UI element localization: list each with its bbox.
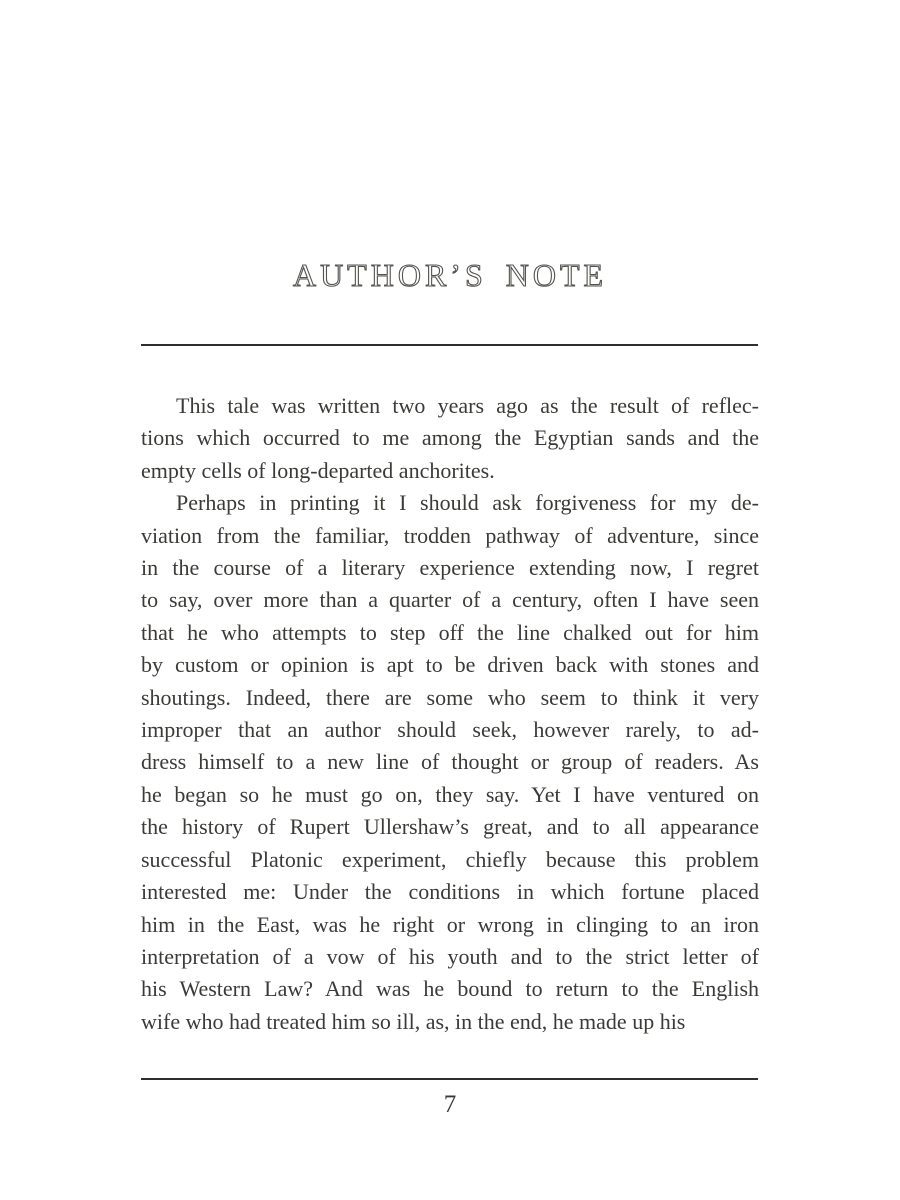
text-line: empty cells of long-departed anchorites. — [141, 457, 495, 483]
text-line: he began so he must go on, they say. Yet I have ventured on — [141, 781, 759, 807]
text-line: by custom or opinion is apt to be driven back with stones and — [141, 652, 759, 678]
text-line: wife who had treated him so ill, as, in the end, he made up his — [141, 1008, 686, 1034]
text-line: successful Platonic experiment, chiefly because this problem — [141, 846, 759, 872]
text-line: interested me: Under the conditions in which fortune placed — [141, 879, 759, 905]
text-line: the history of Rupert Ullershaw’s great, and to all appearance — [141, 814, 759, 840]
page-number: 7 — [443, 1091, 457, 1118]
top-rule — [141, 344, 758, 346]
text-line: Perhaps in printing it I should ask forgiveness for my de- — [176, 490, 759, 516]
text-line: interpretation of a vow of his youth and to the strict letter of — [141, 943, 759, 969]
text-line: in the course of a literary experience extending now, I regret — [141, 555, 759, 581]
body-text — [141, 390, 759, 1038]
text-line: him in the East, was he right or wrong in clinging to an iron — [141, 911, 759, 937]
text-line: This tale was written two years ago as the result of reflec- — [176, 393, 759, 418]
bottom-rule — [141, 1078, 758, 1080]
text-line: dress himself to a new line of thought or group of readers. As — [141, 749, 759, 775]
page-title: AUTHOR’S NOTE — [292, 257, 608, 293]
text-line: tions which occurred to me among the Egyptian sands and the — [141, 425, 759, 451]
text-line: improper that an author should seek, however rarely, to ad- — [141, 717, 759, 743]
text-line: to say, over more than a quarter of a century, often I have seen — [141, 587, 759, 613]
text-line: his Western Law? And was he bound to return to the English — [141, 976, 759, 1002]
text-line: that he who attempts to step off the line chalked out for him — [141, 619, 759, 645]
text-line: viation from the familiar, trodden pathway of adventure, since — [141, 522, 759, 548]
text-line: shoutings. Indeed, there are some who seem to think it very — [141, 684, 759, 710]
